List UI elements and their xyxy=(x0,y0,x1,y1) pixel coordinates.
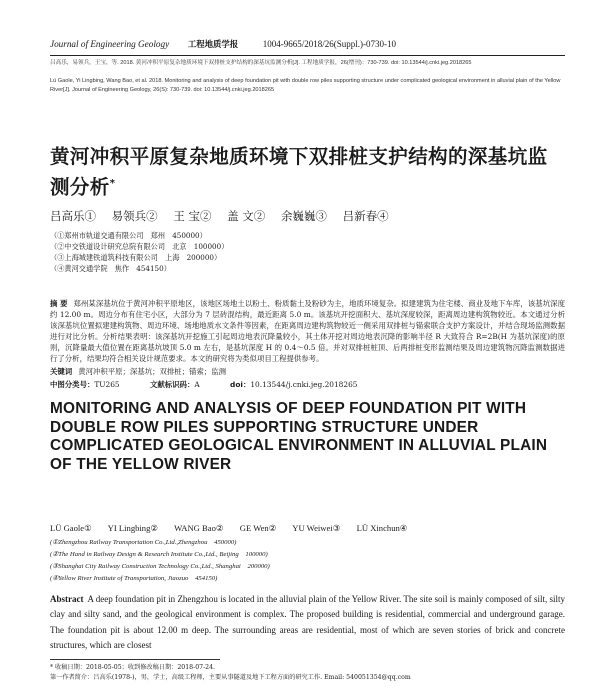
abstract-cn-text: 郑州某深基坑位于黄河冲积平原地区，该地区场地土以粉土、粉质黏土及粉砂为主，地质环境复杂。拟建建筑为住宅楼、商业及地下车库，该基坑深度约 12.00 m。周边分布有住宅小区，大部分为 7 层砖混结构，最近距离 5.0 m。该基坑开挖面积大、基坑深度较深，距离周边建构筑物较近。本文通过分析该深基坑位置拟建建构筑物、周边环境、场地地质水文条件等因素，在距离周边建构筑物较近一侧采用双排桩与锚索联合支护方案设计，并结合现场监测数据进行对比分析。分析结果表明：该深基坑开挖施工引起周边地表沉降量较小，其土体开挖对周边地表沉降的影响半径 R 大致符合 R=2B(H 为基坑深度)的原则，沉降量最大值位置在距离基坑坡顶 5.0 m 左右，是基坑深度 H 的 0.4～0.5 倍。并对双排桩桩顶、后两排桩变形监测结果及周边建筑物沉降监测数据进行了分析，结果均符合相关设计规范要求。本文的研究将为类似项目工程提供参考。 xyxy=(50,299,565,364)
citation-cn: 吕高乐，易领兵，王宝，等. 2018. 黄河冲积平原复杂地质环境下双排桩支护结构的深基坑监测分析[J]. 工程地质学报，26(增刊)：730-739. doi: 10.13544/j.cnki.jeg.2018265 xyxy=(50,60,472,66)
journal-name-en: Journal of Engineering Geology xyxy=(50,39,170,49)
author-en: YI Lingbing② xyxy=(107,523,159,533)
author-en: LÜ Gaole① xyxy=(50,523,92,533)
paper-title-en: MONITORING AND ANALYSIS OF DEEP FOUNDATION PIT WITH DOUBLE ROW PILES SUPPORTING STRUCTURE UNDER COMPLICATED GEOLOGICAL ENVIRONMENT IN ALLUVIAL PLAIN OF THE YELLOW RIVER xyxy=(50,400,548,473)
paper-title-cn xyxy=(50,143,565,201)
author-list-cn xyxy=(50,208,565,224)
author-cn: 盖 文② xyxy=(227,209,266,223)
affiliation-en: (②The Hand in Railway Design & Research Institute Co.,Ltd., Beijing 100000) xyxy=(50,551,268,558)
affiliation-cn: （④黄河交通学院 焦作 454150） xyxy=(50,264,171,273)
abstract-cn xyxy=(50,298,565,365)
keywords-cn-label: 关键词 xyxy=(50,367,73,376)
abstract-en xyxy=(50,592,565,653)
author-cn: 吕新春④ xyxy=(342,209,389,223)
footnote-author-bio: 第一作者简介：吕高乐(1978-)，男，学士，高级工程师，主要从事隧道及地下工程方面的研究工作. Email: 540051354@qq.com xyxy=(50,674,411,681)
journal-issn: 1004-9665/2018/26(Suppl.)-0730-10 xyxy=(262,39,397,49)
doc-code-label: 文献标识码： xyxy=(149,380,195,389)
author-cn: 王 宝② xyxy=(173,209,212,223)
header-rule xyxy=(50,55,565,56)
affiliation-cn: （①郑州市轨道交通有限公司 郑州 450000） xyxy=(50,231,207,240)
affiliation-en: (①Zhengzhou Railway Transportation Co.,Ltd.,Zhengzhou 450000) xyxy=(50,539,237,546)
journal-name-cn: 工程地质学报 xyxy=(187,39,239,49)
abstract-cn-label: 摘 要 xyxy=(50,299,68,308)
doi-value: 10.13544/j.cnki.jeg.2018265 xyxy=(250,380,358,389)
paper-title-cn-text: 黄河冲积平原复杂地质环境下双排桩支护结构的深基坑监测分析 xyxy=(50,145,548,199)
keywords-cn xyxy=(50,366,565,377)
author-cn: 易领兵② xyxy=(111,209,158,223)
classification-cn xyxy=(50,379,565,390)
affiliation-cn: （②中交铁道设计研究总院有限公司 北京 100000） xyxy=(50,242,229,251)
author-en: WANG Bao② xyxy=(174,523,224,533)
affiliation-en: (③Shanghai City Railway Construction Technology Co.,Ltd., Shanghai 200000) xyxy=(50,563,270,570)
abstract-en-label: Abstract xyxy=(50,594,84,604)
keywords-cn-text: 黄河冲积平原；深基坑；双排桩；锚索；监测 xyxy=(78,367,227,376)
abstract-en-text: A deep foundation pit in Zhengzhou is located in the alluvial plain of the Yellow River. The site soil is mainly composed of silt, silty clay and silty sand, and the geological environment is complex. The proposed building is residential, commercial and underground garage. The foundation pit is about 12.00 m deep. The surrounding areas are residential, most of which are seven stories of brick and concrete structures, which are closest xyxy=(50,594,565,650)
author-list-en xyxy=(50,523,565,534)
doi-label: doi： xyxy=(230,380,251,389)
affiliation-cn: （③上海城建铁道筑科技有限公司 上海 200000） xyxy=(50,253,222,262)
author-en: LÜ Xinchun④ xyxy=(356,523,408,533)
author-cn: 余巍巍③ xyxy=(280,209,327,223)
footnote-rule xyxy=(50,659,220,660)
affiliation-en: (④Yellow River Institute of Transportation, Jiaozuo 454150) xyxy=(50,575,218,582)
journal-header xyxy=(50,38,565,52)
doc-code-value: A xyxy=(194,380,200,389)
clc-label: 中图分类号： xyxy=(50,380,95,389)
author-en: YU Weiwei③ xyxy=(292,523,341,533)
author-en: GE Wen② xyxy=(239,523,277,533)
footnote-received: * 收稿日期：2018-05-05；收到修改稿日期：2018-07-24. xyxy=(50,664,216,671)
author-cn: 吕高乐① xyxy=(50,209,96,223)
citation-en: Lü Gaole, Yi Lingbing, Wang Bao, et al. 2018. Monitoring and analysis of deep foundation pit with double row piles supporting structure under complicated geological environment in alluvial plain of the Yellow River[J]. Journal of Engineering Geology, 26(S): 730-739. doi: 10.13544/j.cnki.jeg.2018265 xyxy=(50,78,561,93)
clc-value: TU265 xyxy=(94,380,120,389)
paper-title-cn-mark: * xyxy=(109,178,116,189)
